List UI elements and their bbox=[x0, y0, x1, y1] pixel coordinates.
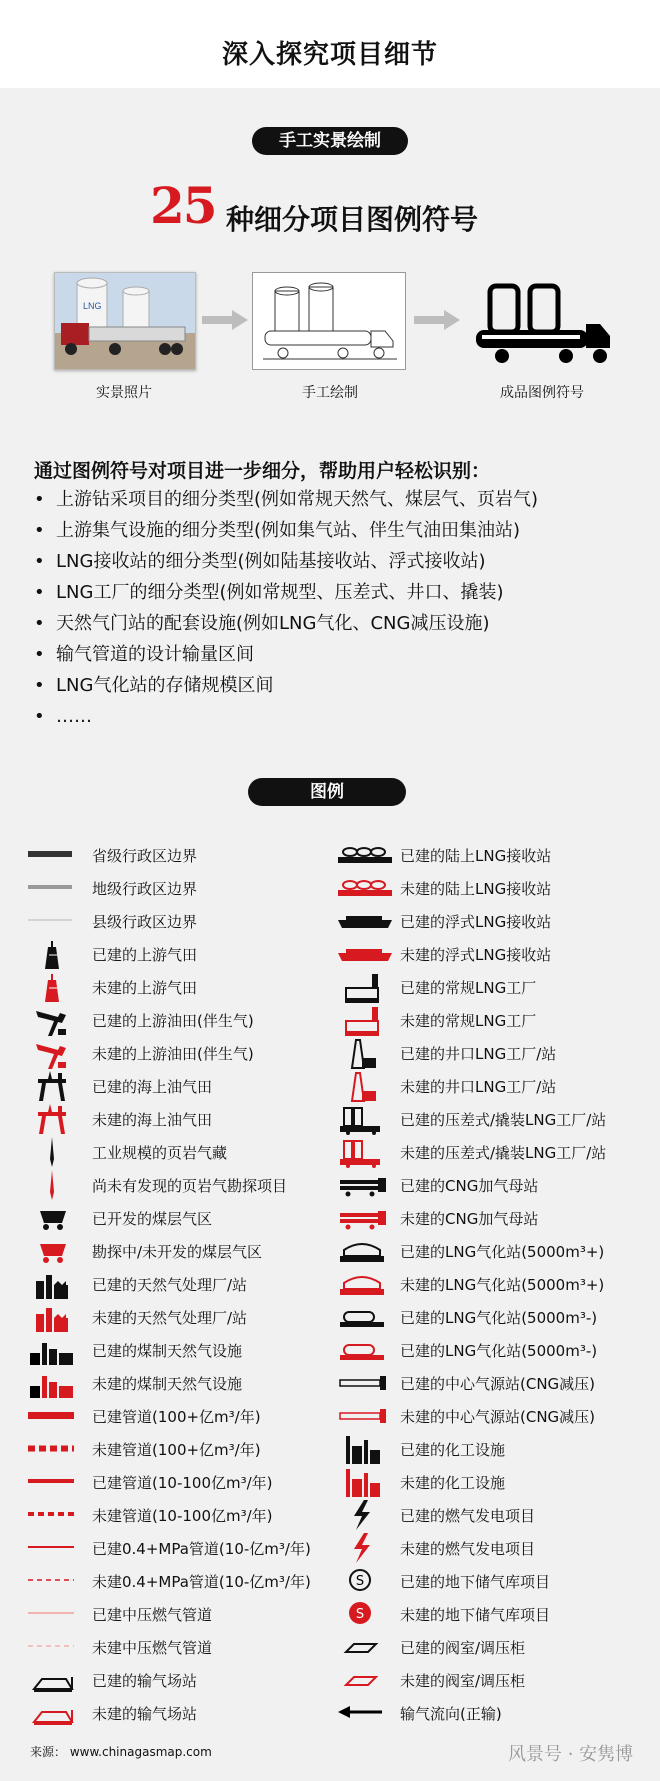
plant-black-icon bbox=[28, 1267, 88, 1300]
arrow-left-icon bbox=[336, 1696, 396, 1729]
legend-label: 已建的上游气田 bbox=[92, 946, 198, 964]
coal-gas-black-icon bbox=[28, 1333, 88, 1366]
platform-red-icon bbox=[28, 1102, 88, 1135]
intro-text: 通过图例符号对项目进一步细分，帮助用户轻松识别： bbox=[34, 460, 491, 482]
legend-label: 已建的陆上LNG接收站 bbox=[400, 847, 552, 865]
lng-factory-red-icon bbox=[336, 1003, 396, 1036]
legend-label: 未建的地下储气库项目 bbox=[400, 1606, 551, 1624]
legend-label: 勘探中/未开发的煤层气区 bbox=[92, 1243, 263, 1261]
lng-ship-red-icon bbox=[336, 937, 396, 970]
wellhead-red-icon bbox=[336, 1069, 396, 1102]
legend-label: 已建的井口LNG工厂/站 bbox=[400, 1045, 557, 1063]
pipe-solid-thick-icon bbox=[28, 1399, 88, 1432]
legend-label: 未建的浮式LNG接收站 bbox=[400, 946, 552, 964]
svg-text:LNG: LNG bbox=[83, 301, 102, 311]
legend-label: 未建的LNG气化站(5000m³+) bbox=[400, 1276, 605, 1294]
storage-red-icon bbox=[336, 1597, 396, 1630]
pipe-solid-pale-icon bbox=[28, 1597, 88, 1630]
legend-label: 已建0.4+MPa管道(10-亿m³/年) bbox=[92, 1540, 311, 1558]
caption-symbol: 成品图例符号 bbox=[500, 385, 584, 401]
gate-black-icon bbox=[336, 1366, 396, 1399]
source-text: 来源： www.chinagasmap.com bbox=[30, 1745, 212, 1759]
shale-black-icon bbox=[28, 1135, 88, 1168]
svg-text:S: S bbox=[355, 1607, 365, 1622]
skid-red-icon bbox=[336, 1135, 396, 1168]
gate-red-icon bbox=[336, 1399, 396, 1432]
shale-red-icon bbox=[28, 1168, 88, 1201]
legend-label: 已建的常规LNG工厂 bbox=[400, 979, 537, 997]
legend-label: 已建的煤制天然气设施 bbox=[92, 1342, 243, 1360]
legend-label: 未建的天然气处理厂/站 bbox=[92, 1309, 248, 1327]
legend-label: 未建的上游气田 bbox=[92, 979, 198, 997]
pipe-solid-thin-icon bbox=[28, 1531, 88, 1564]
line-thin-light-icon bbox=[28, 904, 88, 937]
pipe-dash-mid-icon bbox=[28, 1498, 88, 1531]
legend-label: 未建的海上油气田 bbox=[92, 1111, 213, 1129]
bolt-black-icon bbox=[336, 1498, 396, 1531]
legend-label: 已开发的煤层气区 bbox=[92, 1210, 213, 1228]
legend-label: 未建的中心气源站(CNG减压) bbox=[400, 1408, 596, 1426]
legend-label: 未建的陆上LNG接收站 bbox=[400, 880, 552, 898]
headline: 种细分项目图例符号 bbox=[226, 203, 479, 236]
pipe-solid-mid-icon bbox=[28, 1465, 88, 1498]
legend-label: 已建管道(100+亿m³/年) bbox=[92, 1408, 261, 1426]
line-thick-dark-icon bbox=[28, 838, 88, 871]
legend-label: 已建的地下储气库项目 bbox=[400, 1573, 551, 1591]
legend-pill: 图例 bbox=[248, 778, 406, 806]
arrow-right-icon bbox=[414, 310, 460, 330]
cng-red-icon bbox=[336, 1201, 396, 1234]
finished-symbol bbox=[468, 272, 618, 368]
lng-terminal-black-icon bbox=[336, 838, 396, 871]
legend-label: 已建的LNG气化站(5000m³+) bbox=[400, 1243, 605, 1261]
legend-label: 已建的阀室/调压柜 bbox=[400, 1639, 526, 1657]
legend-label: 未建的CNG加气母站 bbox=[400, 1210, 539, 1228]
caption-sketch: 手工绘制 bbox=[302, 385, 358, 401]
bolt-red-icon bbox=[336, 1531, 396, 1564]
line-mid-gray-icon bbox=[28, 871, 88, 904]
legend-label: 已建的输气场站 bbox=[92, 1672, 198, 1690]
pumpjack-red-icon bbox=[28, 1036, 88, 1069]
svg-text:S: S bbox=[355, 1574, 365, 1589]
legend-label: 已建的海上油气田 bbox=[92, 1078, 213, 1096]
list-item: • 输气管道的设计输量区间 bbox=[34, 644, 254, 665]
truck-photo bbox=[54, 272, 196, 370]
list-item: • 天然气门站的配套设施(例如LNG气化、CNG减压设施) bbox=[34, 613, 490, 634]
list-item: • 上游集气设施的细分类型(例如集气站、伴生气油田集油站) bbox=[34, 520, 521, 541]
watermark: 风景号 · 安隽博 bbox=[508, 1744, 634, 1765]
pipe-dash-pale-icon bbox=[28, 1630, 88, 1663]
big-number: 25 bbox=[150, 176, 216, 235]
chem-black-icon bbox=[336, 1432, 396, 1465]
legend-label: 未建的常规LNG工厂 bbox=[400, 1012, 537, 1030]
legend-label: 已建中压燃气管道 bbox=[92, 1606, 213, 1624]
legend-label: 未建的压差式/撬装LNG工厂/站 bbox=[400, 1144, 607, 1162]
wellhead-black-icon bbox=[336, 1036, 396, 1069]
legend-label: 已建的CNG加气母站 bbox=[400, 1177, 539, 1195]
legend-label: 已建的浮式LNG接收站 bbox=[400, 913, 552, 931]
pumpjack-black-icon bbox=[28, 1003, 88, 1036]
hand-drawing bbox=[252, 272, 406, 370]
legend-label: 未建中压燃气管道 bbox=[92, 1639, 213, 1657]
section-pill: 手工实景绘制 bbox=[252, 127, 408, 155]
legend-label: 未建的输气场站 bbox=[92, 1705, 198, 1723]
lng-factory-black-icon bbox=[336, 970, 396, 1003]
transfer-red-icon bbox=[28, 1696, 88, 1729]
feature-list bbox=[34, 484, 538, 732]
list-item: • …… bbox=[34, 706, 92, 727]
legend-label: 已建管道(10-100亿m³/年) bbox=[92, 1474, 273, 1492]
regas-small-red-icon bbox=[336, 1333, 396, 1366]
legend-label: 未建的井口LNG工厂/站 bbox=[400, 1078, 557, 1096]
plant-red-icon bbox=[28, 1300, 88, 1333]
page-title: 深入探究项目细节 bbox=[221, 40, 438, 70]
legend-label: 未建管道(100+亿m³/年) bbox=[92, 1441, 261, 1459]
regas-big-red-icon bbox=[336, 1267, 396, 1300]
legend-label: 未建管道(10-100亿m³/年) bbox=[92, 1507, 273, 1525]
storage-black-icon bbox=[336, 1564, 396, 1597]
valve-red-icon bbox=[336, 1663, 396, 1696]
legend-label: 已建的LNG气化站(5000m³-) bbox=[400, 1342, 598, 1360]
legend-label: 已建的LNG气化站(5000m³-) bbox=[400, 1309, 598, 1327]
derrick-black-icon bbox=[28, 937, 88, 970]
legend-label: 输气流向(正输) bbox=[400, 1705, 502, 1723]
legend-label: 尚未有发现的页岩气勘探项目 bbox=[92, 1177, 288, 1195]
skid-black-icon bbox=[336, 1102, 396, 1135]
cart-red-icon bbox=[28, 1234, 88, 1267]
legend-label: 已建的上游油田(伴生气) bbox=[92, 1012, 254, 1030]
coal-gas-red-icon bbox=[28, 1366, 88, 1399]
legend-label: 未建的阀室/调压柜 bbox=[400, 1672, 526, 1690]
legend-label: 未建的化工设施 bbox=[400, 1474, 506, 1492]
chem-red-icon bbox=[336, 1465, 396, 1498]
lng-terminal-red-icon bbox=[336, 871, 396, 904]
legend-label: 未建的上游油田(伴生气) bbox=[92, 1045, 254, 1063]
pipe-dash-thin-icon bbox=[28, 1564, 88, 1597]
platform-black-icon bbox=[28, 1069, 88, 1102]
list-item: • LNG气化站的存储规模区间 bbox=[34, 675, 274, 696]
legend-label: 未建0.4+MPa管道(10-亿m³/年) bbox=[92, 1573, 311, 1591]
valve-black-icon bbox=[336, 1630, 396, 1663]
transfer-black-icon bbox=[28, 1663, 88, 1696]
derrick-red-icon bbox=[28, 970, 88, 1003]
lng-ship-black-icon bbox=[336, 904, 396, 937]
list-item: • LNG工厂的细分类型(例如常规型、压差式、井口、撬装) bbox=[34, 582, 504, 603]
arrow-right-icon bbox=[202, 310, 248, 330]
legend-label: 已建的中心气源站(CNG减压) bbox=[400, 1375, 596, 1393]
legend-label: 地级行政区边界 bbox=[92, 880, 198, 898]
caption-photo: 实景照片 bbox=[96, 385, 152, 401]
regas-big-black-icon bbox=[336, 1234, 396, 1267]
list-item: • 上游钻采项目的细分类型(例如常规天然气、煤层气、页岩气) bbox=[34, 489, 539, 510]
legend-label: 县级行政区边界 bbox=[92, 913, 198, 931]
cart-black-icon bbox=[28, 1201, 88, 1234]
legend-label: 工业规模的页岩气藏 bbox=[92, 1144, 228, 1162]
pipe-dash-thick-icon bbox=[28, 1432, 88, 1465]
legend-label: 已建的燃气发电项目 bbox=[400, 1507, 536, 1525]
regas-small-black-icon bbox=[336, 1300, 396, 1333]
legend-label: 已建的压差式/撬装LNG工厂/站 bbox=[400, 1111, 607, 1129]
legend-label: 已建的化工设施 bbox=[400, 1441, 506, 1459]
legend-label: 已建的天然气处理厂/站 bbox=[92, 1276, 248, 1294]
list-item: • LNG接收站的细分类型(例如陆基接收站、浮式接收站) bbox=[34, 551, 486, 572]
legend-label: 省级行政区边界 bbox=[92, 847, 198, 865]
legend-label: 未建的燃气发电项目 bbox=[400, 1540, 536, 1558]
legend-label: 未建的煤制天然气设施 bbox=[92, 1375, 243, 1393]
cng-black-icon bbox=[336, 1168, 396, 1201]
